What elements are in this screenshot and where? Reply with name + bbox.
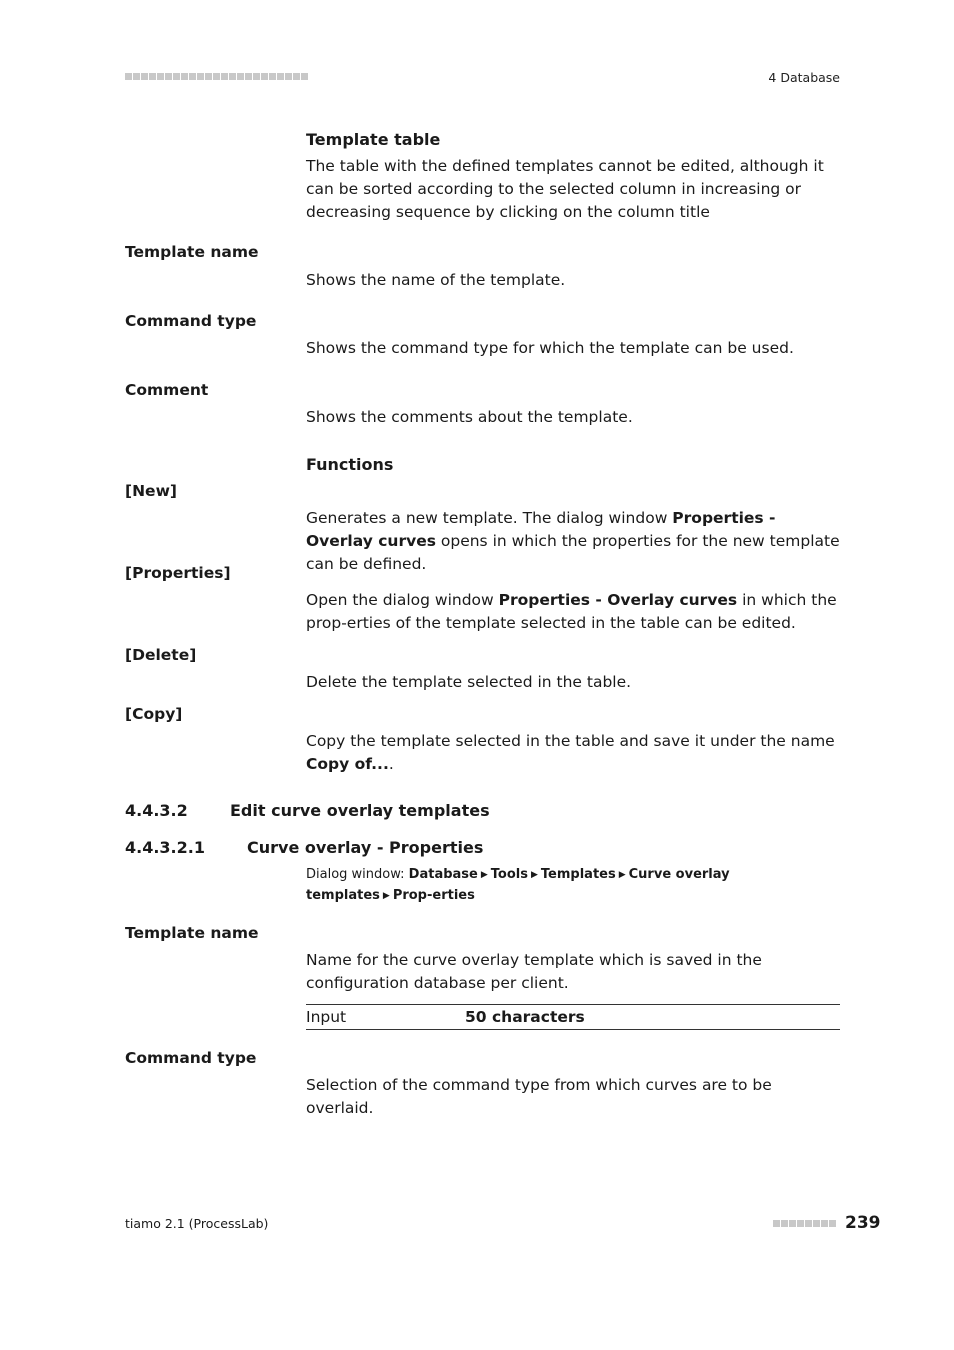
function-properties-desc: Open the dialog window Properties - Overlay curves in which the prop-erties of the template selected in the table can be edited. — [306, 591, 837, 632]
function-delete-desc: Delete the template selected in the table. — [306, 673, 632, 691]
column-command-type-desc: Shows the command type for which the template can be used. — [306, 339, 794, 357]
template-table-intro: The table with the defined templates cannot be edited, although it can be sorted according to the selected column in increasing or decreasing sequence by clicking on the column title — [306, 157, 824, 221]
function-copy-label: [Copy] — [125, 705, 183, 723]
column-template-name-label: Template name — [125, 243, 259, 261]
dialog-path: Dialog window: Database ▶ Tools ▶ Templates ▶ Curve overlay templates ▶ Prop-erties — [306, 867, 730, 903]
header-decoration-squares — [125, 71, 310, 83]
function-copy-desc: Copy the template selected in the table and save it under the name Copy of.... — [306, 732, 835, 773]
prop-command-type-label: Command type — [125, 1049, 257, 1067]
input-spec-value: 50 characters — [465, 1008, 585, 1026]
template-table-heading: Template table — [306, 130, 441, 149]
path-arrow-icon: ▶ — [530, 870, 538, 880]
column-comment-desc: Shows the comments about the template. — [306, 408, 633, 426]
section-44321-title: Curve overlay - Properties — [247, 838, 484, 857]
path-arrow-icon: ▶ — [618, 870, 626, 880]
section-4432-title: Edit curve overlay templates — [230, 801, 490, 820]
column-command-type-label: Command type — [125, 312, 257, 330]
prop-template-name-desc: Name for the curve overlay template which is saved in the configuration database per client. — [306, 951, 762, 992]
prop-template-name-label: Template name — [125, 924, 259, 942]
page-number: 239 — [845, 1213, 881, 1233]
path-arrow-icon: ▶ — [382, 891, 390, 901]
input-spec-key: Input — [306, 1008, 347, 1026]
column-comment-label: Comment — [125, 381, 209, 399]
section-4432-number: 4.4.3.2 — [125, 801, 188, 820]
function-delete-label: [Delete] — [125, 646, 197, 664]
function-new-desc: Generates a new template. The dialog window Properties - Overlay curves opens in which the properties for the new template can be defined. — [306, 509, 840, 573]
function-properties-label: [Properties] — [125, 564, 231, 582]
section-44321-number: 4.4.3.2.1 — [125, 838, 205, 857]
path-arrow-icon: ▶ — [480, 870, 488, 880]
footer-decoration-squares — [773, 1218, 841, 1230]
footer-product: tiamo 2.1 (ProcessLab) — [125, 1216, 269, 1231]
column-template-name-desc: Shows the name of the template. — [306, 271, 566, 289]
function-new-label: [New] — [125, 482, 177, 500]
functions-heading: Functions — [306, 455, 394, 474]
input-spec-table — [306, 1004, 840, 1030]
prop-command-type-desc: Selection of the command type from which curves are to be overlaid. — [306, 1076, 772, 1117]
header-chapter: 4 Database — [768, 70, 840, 85]
